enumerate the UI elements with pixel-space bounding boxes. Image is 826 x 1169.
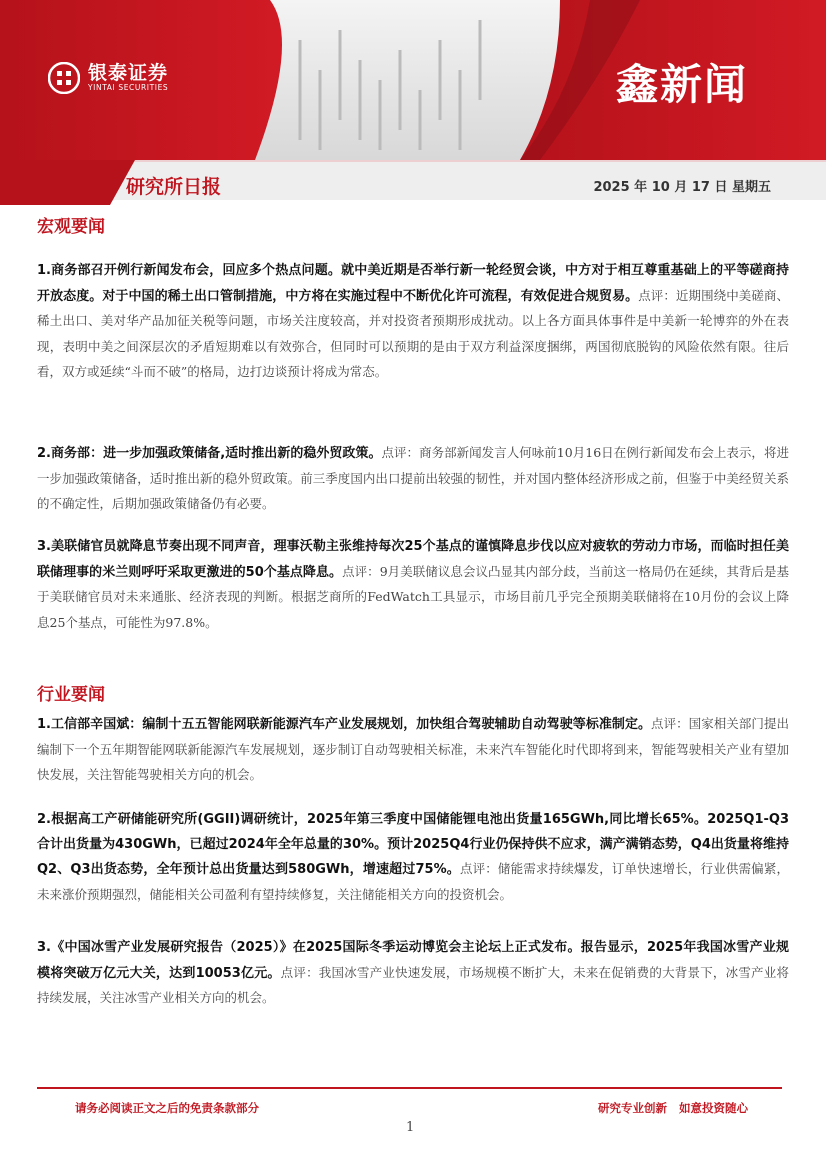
brand-name-cn: 银泰证券	[88, 62, 169, 84]
macro-item-3-head: 3.美联储官员就降息节奏出现不同声音，理事沃勒主张维持每次25个基点的谨慎降息步伐以应对疲软的劳动力市场，而临时担任美联储理事的米兰则呼吁采取更激进的50个基点降息。	[37, 539, 789, 580]
macro-item-1-head: 1.商务部召开例行新闻发布会，回应多个热点问题。就中美近期是否举行新一轮经贸会谈，中方对于相互尊重基础上的平等磋商持开放态度。对于中国的稀土出口管制措施，中方将在实施过程中不断优化许可流程，有效促进合规贸易。	[37, 263, 789, 304]
section-title-macro: 宏观要闻	[37, 217, 105, 237]
macro-item-3	[37, 535, 789, 636]
industry-item-2	[37, 808, 789, 908]
macro-item-1	[37, 259, 789, 386]
industry-item-3-head: 3.《中国冰雪产业发展研究报告（2025）》在2025国际冬季运动博览会主论坛上正式发布。报告显示，2025年我国冰雪产业规模将突破万亿元大关，达到10053亿元。	[37, 940, 789, 981]
industry-item-1-head: 1.工信部辛国斌：编制十五五智能网联新能源汽车产业发展规划，加快组合驾驶辅助自动驾驶等标准制定。	[37, 717, 652, 732]
macro-item-2-comment: 点评：商务部新闻发言人何咏前10月16日在例行新闻发布会上表示，将进一步加强政策储备，适时推出新的稳外贸政策。前三季度国内出口提前出较强的韧性，并对国内整体经济形成之前，但鉴于中美经贸关系的不确定性，后期加强政策储备仍有必要。	[37, 445, 789, 512]
brand-name-en: YINTAI SECURITIES	[88, 83, 169, 92]
macro-item-2	[37, 441, 789, 518]
industry-item-3-comment: 点评：我国冰雪产业快速发展，市场规模不断扩大，未来在促销费的大背景下，冰雪产业将持续发展，关注冰雪产业相关方向的机会。	[37, 964, 789, 1006]
industry-item-1	[37, 712, 789, 789]
masthead-title: 鑫新闻	[615, 60, 748, 109]
footer-divider	[37, 1087, 782, 1089]
industry-item-2-comment: 点评：储能需求持续爆发，订单快速增长，行业供需偏紧，未来涨价预期强烈，储能相关公司盈利有望持续修复，关注储能相关方向的投资机会。	[37, 861, 789, 902]
industry-item-1-comment: 点评：国家相关部门提出编制下一个五年期智能网联新能源汽车发展规划，逐步制订自动驾驶相关标准，未来汽车智能化时代即将到来，智能驾驶相关产业有望加快发展，关注智能驾驶相关方向的机会。	[37, 716, 789, 783]
industry-item-2-head: 2.根据高工产研储能研究所(GGII)调研统计，2025年第三季度中国储能锂电池出货量165GWh,同比增长65%。2025Q1-Q3合计出货量为430GWh，已超过2024年全年总量的30%。预计2025Q4行业仍保持供不应求，满产满销态势，Q4出货量将维持Q2、Q3出货态势，全年预计总出货量达到580GWh，增速超过75%。	[37, 812, 789, 878]
footer-disclaimer: 请务必阅读正文之后的免责条款部分	[75, 1101, 259, 1115]
macro-item-1-comment: 点评：近期围绕中美磋商、稀土出口、美对华产品加征关税等问题，市场关注度较高，并对投资者预期形成扰动。以上各方面具体事件是中美新一轮博弈的外在表现，表明中美之间深层次的矛盾短期难以有效弥合，但同时可以预期的是由于双方利益深度捆绑，两国彻底脱钩的风险依然有限。往后看，双方或延续“斗而不破”的格局，边打边谈预计将成为常态。	[37, 287, 789, 380]
report-name: 研究所日报	[126, 176, 222, 198]
macro-item-2-head: 2.商务部：进一步加强政策储备,适时推出新的稳外贸政策。	[37, 446, 382, 461]
industry-item-3	[37, 936, 789, 1012]
yintai-logo-icon	[48, 62, 80, 94]
section-title-industry: 行业要闻	[37, 685, 105, 705]
page-number: 1	[406, 1120, 415, 1135]
footer-slogan: 研究专业创新 如意投资随心	[597, 1101, 748, 1115]
brand-logo	[48, 62, 168, 94]
macro-item-3-comment: 点评：9月美联储议息会议凸显其内部分歧，当前这一格局仍在延续，其背后是基于美联储官员对未来通胀、经济表现的判断。根据芝商所的FedWatch工具显示，市场目前几乎完全预期美联储将在10月份的会议上降息25个基点，可能性为97.8%。	[37, 563, 789, 630]
report-date: 2025 年 10 月 17 日 星期五	[593, 180, 771, 195]
